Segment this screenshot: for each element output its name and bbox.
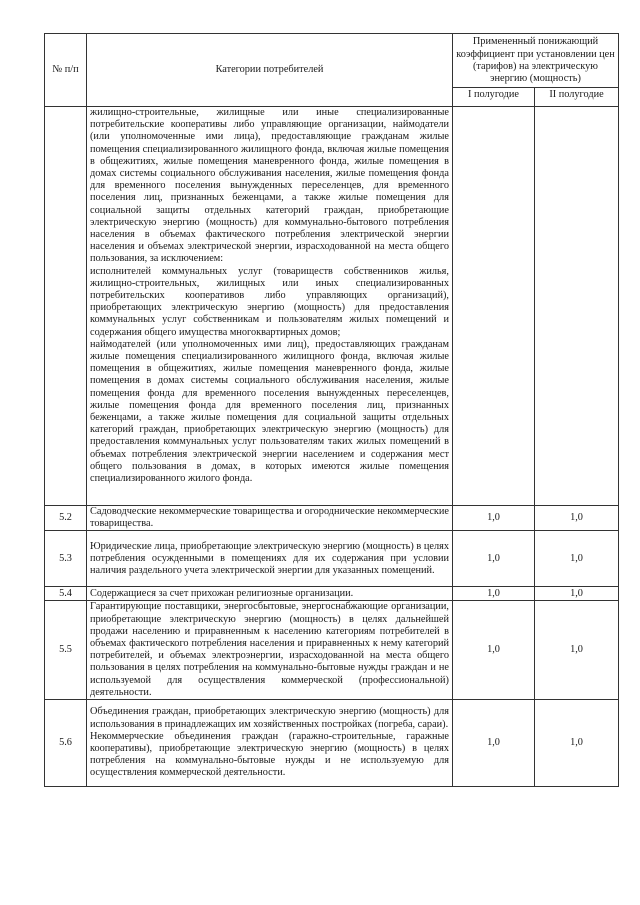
table-row <box>45 700 619 787</box>
value-half-2: 1,0 <box>535 531 619 587</box>
table-row-continuation <box>45 107 619 506</box>
header-coefficient: Примененный понижающий коэффициент при установлении цен (тарифов) на электрическую энергию (мощность) <box>453 34 619 88</box>
value-half-2: 1,0 <box>535 700 619 787</box>
header-category: Категории потребителей <box>87 34 453 107</box>
header-half-1: I полугодие <box>453 88 535 107</box>
value-half-1 <box>453 107 535 506</box>
value-half-2: 1,0 <box>535 506 619 531</box>
value-half-1: 1,0 <box>453 506 535 531</box>
category-text: Содержащиеся за счет прихожан религиозные организации. <box>87 587 453 601</box>
header-number: № п/п <box>45 34 87 107</box>
table-row <box>45 506 619 531</box>
table-row <box>45 587 619 601</box>
category-text: Гарантирующие поставщики, энергосбытовые, энергоснабжающие организации, приобретающие электрическую энергию (мощность) в целях дальнейшей продажи населению и приравненным к населению категориям потребителей в объемах фактического потребления населения и приравненных к нему категорий потребителей, и объемах электроэнергии, израсходованной на места общего пользования в целях потребления на коммунально-бытовые нужды граждан и не используемой для осуществления коммерческой (профессиональной) деятельности. <box>87 601 453 700</box>
category-text: Садоводческие некоммерческие товарищества и огороднические некоммерческие товарищества. <box>87 506 453 531</box>
continuation-paragraph-2: исполнителей коммунальных услуг (товариществ собственников жилья, жилищно-строительных, жилищных или иных специализированных потребительских кооперативов либо управляющих организаций), приобретающих электрическую энергию (мощность) для предоставления коммунальных услуг собственникам и пользователям жилых помещений и содержания общего имущества многоквартирных домов; <box>90 265 449 338</box>
value-half-2: 1,0 <box>535 601 619 700</box>
continuation-paragraph-3: наймодателей (или уполномоченных ими лиц), предоставляющих гражданам жилые помещения специализированного жилищного фонда, включая жилые помещения в общежитиях, жилые помещения маневренного фонда, жилые помещения в домах системы социального обслуживания населения, жилые помещения фонда для временного поселения вынужденных переселенцев, жилые помещения фонда для временного поселения лиц, признанных беженцами, а также жилые помещения для социальной защиты отдельных категорий граждан, приобретающих электрическую энергию (мощность) для предоставления коммунальных услуг пользователям таких жилых помещений в объемах потребления электрической энергии населением и содержания мест общего пользования в домах, в которых имеются жилые помещения специализированного жилого фонда. <box>90 338 449 485</box>
tariff-table <box>44 33 619 787</box>
value-half-1: 1,0 <box>453 587 535 601</box>
category-text <box>87 700 453 787</box>
row-number: 5.5 <box>45 601 87 700</box>
category-text-part-2: Некоммерческие объединения граждан (гаражно-строительные, гаражные кооперативы), приобретающие электрическую энергию (мощность) в целях потребления на коммунально-бытовые нужды и не используемую для осуществления коммерческой деятельности. <box>90 730 449 779</box>
table-row <box>45 531 619 587</box>
row-number <box>45 107 87 506</box>
category-text <box>87 107 453 506</box>
header-half-2: II полугодие <box>535 88 619 107</box>
category-text-part-1: Объединения граждан, приобретающих электрическую энергию (мощность) для использования в принадлежащих им хозяйственных постройках (погреба, сараи). <box>90 706 449 730</box>
value-half-1: 1,0 <box>453 700 535 787</box>
value-half-2: 1,0 <box>535 587 619 601</box>
value-half-1: 1,0 <box>453 531 535 587</box>
value-half-2 <box>535 107 619 506</box>
category-text: Юридические лица, приобретающие электрическую энергию (мощность) в целях потребления осужденными в помещениях для их содержания при условии наличия раздельного учета электрической энергии для указанных помещений. <box>87 531 453 587</box>
value-half-1: 1,0 <box>453 601 535 700</box>
row-number: 5.2 <box>45 506 87 531</box>
row-number: 5.3 <box>45 531 87 587</box>
continuation-paragraph-1: жилищно-строительные, жилищные или иные специализированные потребительские кооперативы либо управляющие организации, наймодатели (или уполномоченные ими лица), предоставляющие гражданам жилые помещения специализированного жилищного фонда, включая жилые помещения в общежитиях, жилые помещения маневренного фонда, жилые помещения в домах системы социального обслуживания населения, жилые помещения фонда для временного поселения вынужденных переселенцев, для временного поселения лиц, признанных беженцами, а также жилые помещения для социальной защиты отдельных категорий граждан, приобретающие электрическую энергию (мощность) для коммунально-бытового потребления населения в объемах фактического потребления электрической энергии населения и объемах электрической энергии, израсходованной на места общего пользования, за исключением: <box>90 107 449 265</box>
table-row <box>45 601 619 700</box>
row-number: 5.4 <box>45 587 87 601</box>
row-number: 5.6 <box>45 700 87 787</box>
